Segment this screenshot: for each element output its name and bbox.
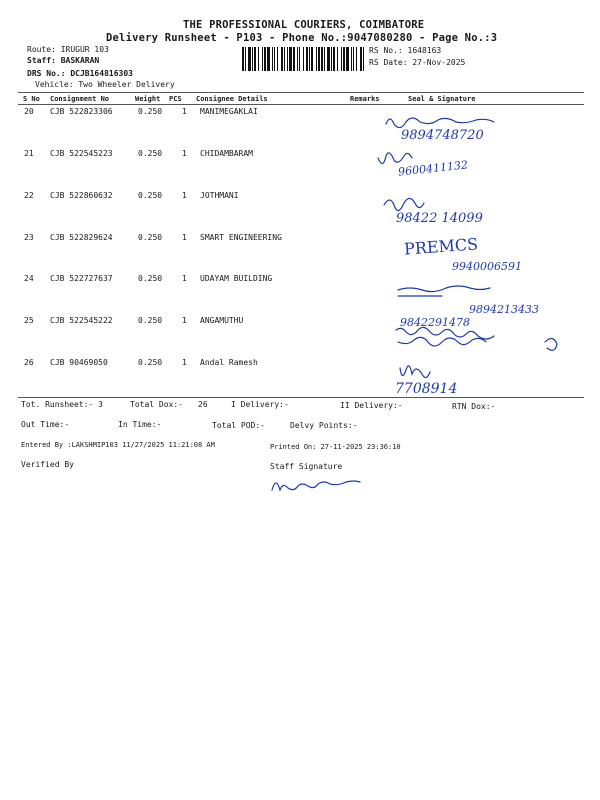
row-weight: 0.250 [138,358,163,367]
drs-number: DRS No.: DCJB164816303 [27,69,133,78]
ii-delivery: II Delivery:- [340,401,403,410]
runsheet-subtitle: Delivery Runsheet - P103 - Phone No.:9047080280 - Page No.:3 [106,32,498,44]
printed-on: Printed On: 27-11-2025 23:36:10 [270,443,401,451]
row-consignment: CJB 522545222 [50,316,113,325]
col-pcs: PCS [169,95,182,103]
footer-divider [18,397,584,398]
handwritten-phone: 98422 14099 [396,211,483,226]
row-pcs: 1 [182,107,187,116]
route-label: Route: IRUGUR 103 [27,45,109,54]
row-consignment: CJB 522727637 [50,274,113,283]
row-pcs: 1 [182,274,187,283]
handwritten-name: PREMCS [403,234,479,259]
row-consignment: CJB 90469050 [50,358,108,367]
handwritten-phone: 9600411132 [397,158,469,179]
row-weight: 0.250 [138,149,163,158]
row-pcs: 1 [182,191,187,200]
handwritten-phone: 9842291478 [400,316,470,329]
row-sno: 20 [24,107,34,116]
signature-mark [386,118,494,128]
rs-date: RS Date: 27-Nov-2025 [369,58,466,67]
col-consignee: Consignee Details [196,95,268,103]
total-pod: Total POD:- [212,421,265,430]
signature-mark [400,366,430,378]
row-consignee: MANIMEGAKLAI [200,107,258,116]
row-consignment: CJB 522823306 [50,107,113,116]
row-consignee: UDAYAM BUILDING [200,274,273,283]
row-consignee: ANGAMUTHU [200,316,244,325]
verified-by: Verified By [21,460,74,469]
total-dox-value: 26 [198,400,208,409]
rtn-dox: RTN Dox:- [452,402,496,411]
signature-mark [398,337,557,350]
staff-label: Staff: BASKARAN [27,56,100,65]
col-consignment: Consignment No [50,95,110,103]
tot-runsheet: Tot. Runsheet:- 3 [21,400,103,409]
row-sno: 25 [24,316,34,325]
row-consignee: Andal Ramesh [200,358,258,367]
row-pcs: 1 [182,149,187,158]
signature-mark [378,153,412,164]
row-sno: 22 [24,191,34,200]
row-consignment: CJB 522829624 [50,233,113,242]
row-pcs: 1 [182,233,187,242]
row-pcs: 1 [182,358,187,367]
handwritten-phone: 9940006591 [452,260,522,273]
signature-mark [398,286,490,296]
company-title: THE PROFESSIONAL COURIERS, COIMBATORE [183,19,425,31]
row-pcs: 1 [182,316,187,325]
rs-number: RS No.: 1648163 [369,46,442,55]
delvy-points: Delvy Points:- [290,421,358,430]
row-consignee: CHIDAMBARAM [200,149,253,158]
row-weight: 0.250 [138,107,163,116]
col-remarks: Remarks [350,95,380,103]
handwritten-phone: 9894748720 [401,128,484,143]
row-weight: 0.250 [138,274,163,283]
col-sno: S No [23,95,40,103]
signature-mark [384,198,424,210]
handwritten-phone: 7708914 [395,381,458,397]
row-consignment: CJB 522545223 [50,149,113,158]
row-sno: 21 [24,149,34,158]
i-delivery: I Delivery:- [231,400,289,409]
row-sno: 24 [24,274,34,283]
total-dox-label: Total Dox:- [130,400,183,409]
vehicle-label: Vehicle: Two Wheeler Delivery [35,80,175,89]
handwritten-phone: 9894213433 [469,303,539,316]
staff-signature-mark [272,481,360,490]
row-consignment: CJB 522860632 [50,191,113,200]
entered-by: Entered By :LAKSHMIP103 11/27/2025 11:21:08 AM [21,441,215,449]
row-weight: 0.250 [138,233,163,242]
col-weight: Weight [135,95,161,103]
row-sno: 26 [24,358,34,367]
out-time: Out Time:- [21,420,70,429]
in-time: In Time:- [118,420,162,429]
row-weight: 0.250 [138,191,163,200]
row-sno: 23 [24,233,34,242]
row-consignee: JOTHMANI [200,191,239,200]
row-weight: 0.250 [138,316,163,325]
signature-mark [396,327,494,339]
row-consignee: SMART ENGINEERING [200,233,282,242]
col-seal: Seal & Signature [408,95,476,103]
staff-signature-label: Staff Signature [270,462,343,471]
